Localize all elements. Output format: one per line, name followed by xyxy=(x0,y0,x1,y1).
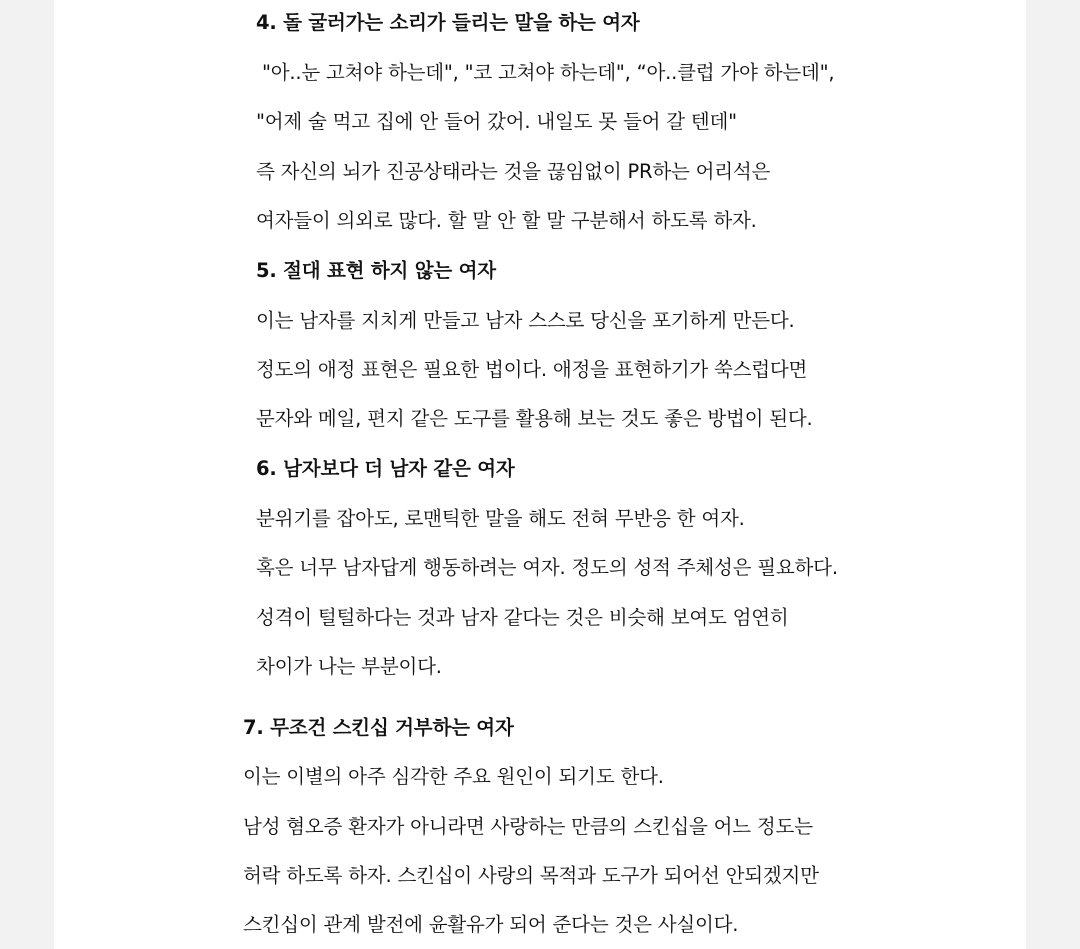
section-5-line-1: 이는 남자를 지치게 만들고 남자 스스로 당신을 포기하게 만든다. xyxy=(256,309,795,332)
document-page xyxy=(54,0,1026,949)
section-5-heading: 5. 절대 표현 하지 않는 여자 xyxy=(256,259,496,282)
section-5-line-2: 정도의 애정 표현은 필요한 법이다. 애정을 표현하기가 쑥스럽다면 xyxy=(256,358,808,381)
section-7-heading: 7. 무조건 스킨십 거부하는 여자 xyxy=(243,716,514,739)
section-7-line-4: 스킨십이 관계 발전에 윤활유가 되어 준다는 것은 사실이다. xyxy=(243,913,739,936)
section-6-line-2: 혹은 너무 남자답게 행동하려는 여자. 정도의 성적 주체성은 필요하다. xyxy=(256,556,838,579)
section-7-line-3: 허락 하도록 하자. 스킨십이 사랑의 목적과 도구가 되어선 안되겠지만 xyxy=(243,864,819,887)
section-4-line-4: 여자들이 의외로 많다. 할 말 안 할 말 구분해서 하도록 하자. xyxy=(256,209,757,232)
section-6-heading: 6. 남자보다 더 남자 같은 여자 xyxy=(256,457,515,480)
section-5-line-3: 문자와 메일, 편지 같은 도구를 활용해 보는 것도 좋은 방법이 된다. xyxy=(256,407,813,430)
section-4-line-3: 즉 자신의 뇌가 진공상태라는 것을 끊임없이 PR하는 어리석은 xyxy=(256,160,771,183)
section-6-line-4: 차이가 나는 부분이다. xyxy=(256,655,442,678)
section-4-line-2: "어제 술 먹고 집에 안 들어 갔어. 내일도 못 들어 갈 텐데" xyxy=(256,110,737,133)
section-4-heading: 4. 돌 굴러가는 소리가 들리는 말을 하는 여자 xyxy=(256,11,640,34)
section-4-line-1: "아..눈 고쳐야 하는데", "코 고쳐야 하는데", “아..클럽 가야 하는데", xyxy=(256,61,835,84)
section-7-line-2: 남성 혐오증 환자가 아니라면 사랑하는 만큼의 스킨십을 어느 정도는 xyxy=(243,815,813,838)
section-6-line-1: 분위기를 잡아도, 로맨틱한 말을 해도 전혀 무반응 한 여자. xyxy=(256,507,745,530)
section-7-line-1: 이는 이별의 아주 심각한 주요 원인이 되기도 한다. xyxy=(243,765,664,788)
section-6-line-3: 성격이 털털하다는 것과 남자 같다는 것은 비슷해 보여도 엄연히 xyxy=(256,606,789,629)
